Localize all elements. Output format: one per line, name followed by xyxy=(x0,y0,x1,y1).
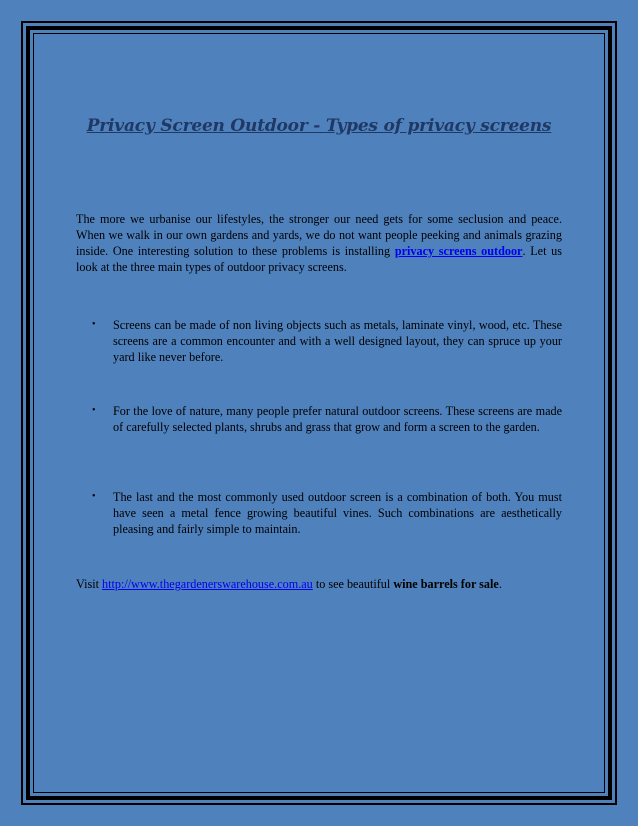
visit-paragraph xyxy=(76,576,562,592)
list-item xyxy=(92,317,562,365)
bullet-icon: • xyxy=(92,405,96,416)
website-link[interactable]: http://www.thegardenerswarehouse.com.au xyxy=(102,577,313,591)
wine-barrels-text: wine barrels for sale xyxy=(393,577,499,591)
intro-text-start: The more we urbanise our lifestyles, the stronger our need gets for some seclusion and peace. When we walk in our own gardens and yards, we do not want people peeking and animals grazing inside. One interesting solution to these problems is installing xyxy=(76,212,562,258)
visit-suffix: . xyxy=(498,577,502,591)
privacy-screens-link[interactable]: privacy screens outdoor xyxy=(394,244,523,258)
list-item-text: For the love of nature, many people prefer natural outdoor screens. These screens are made of carefully selected plants, shrubs and grass that grow and form a screen to the garden. xyxy=(113,404,562,434)
intro-paragraph xyxy=(76,211,562,275)
intro-text-end: . Let us look at the three main types of outdoor privacy screens. xyxy=(76,244,562,274)
list-item-text: Screens can be made of non living objects such as metals, laminate vinyl, wood, etc. These screens are a common encounter and with a well designed layout, they can spruce up your yard like never before. xyxy=(113,318,562,364)
visit-prefix: Visit xyxy=(76,577,103,591)
list-item-text: The last and the most commonly used outdoor screen is a combination of both. You must have seen a metal fence growing beautiful vines. Such combinations are aesthetically pleasing and fairly simple to maintain. xyxy=(113,490,562,536)
list-item xyxy=(92,489,562,537)
visit-middle: to see beautiful xyxy=(312,577,394,591)
bullet-icon: • xyxy=(92,491,96,502)
list-item xyxy=(92,403,562,435)
bullet-icon: • xyxy=(92,319,96,330)
document-title: Privacy Screen Outdoor - Types of privacy screens xyxy=(86,116,552,136)
